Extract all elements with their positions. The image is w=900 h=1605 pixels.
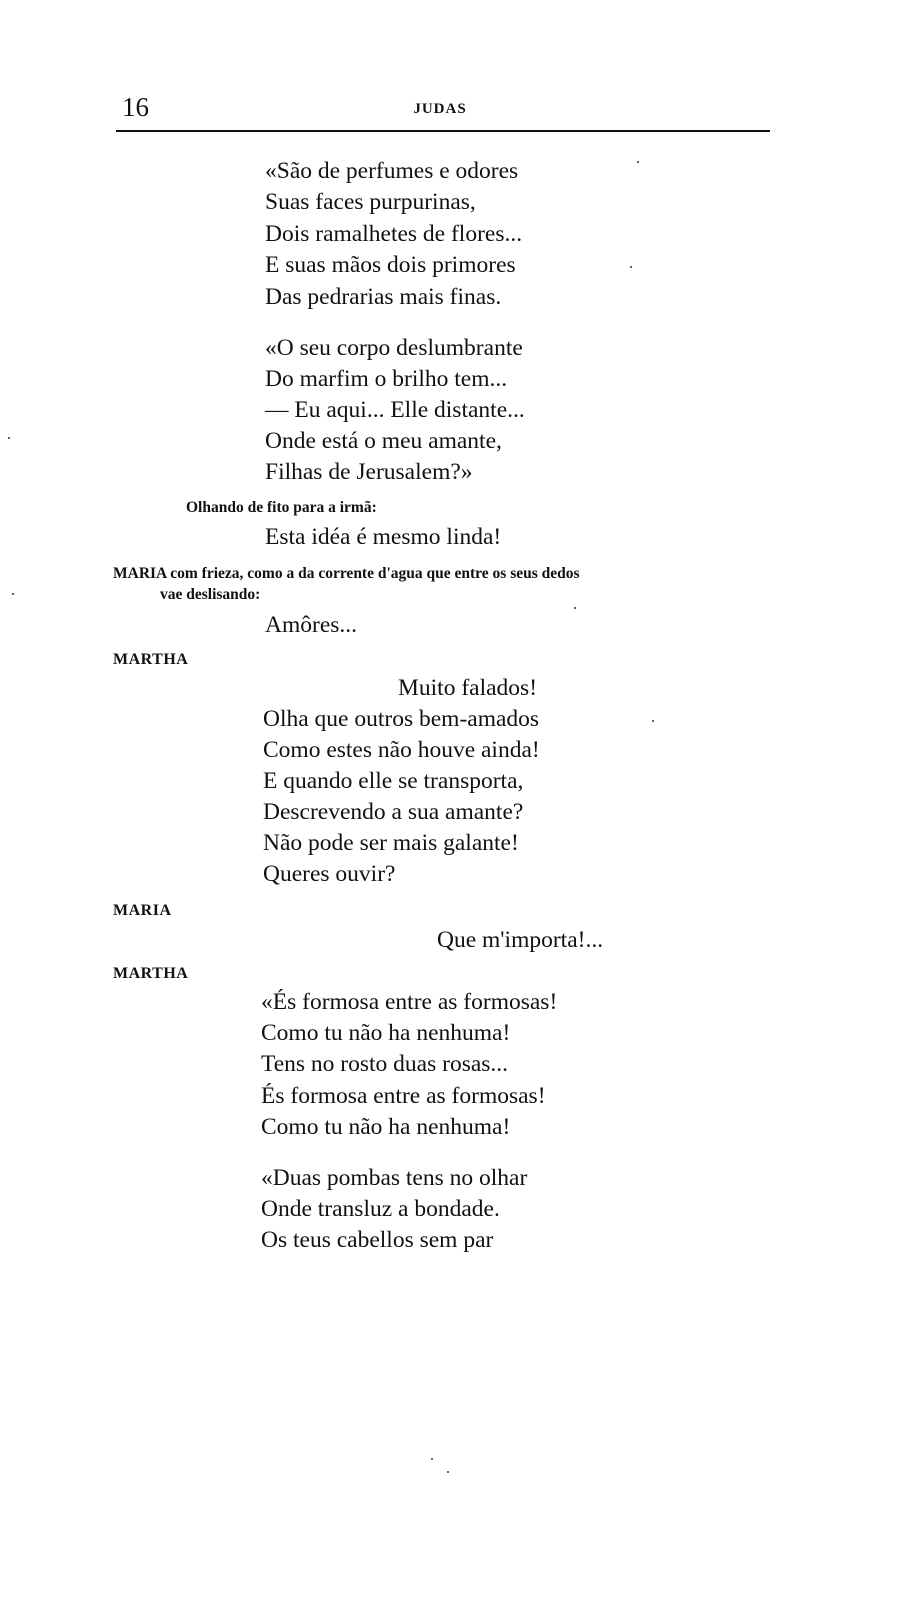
verse-line: «O seu corpo deslumbrante — [265, 335, 523, 361]
verse-line: Descrevendo a sua amante? — [263, 799, 524, 825]
stage-direction: Olhando de fito para a irmã: — [186, 499, 377, 516]
speaker-name: MARTHA — [113, 651, 189, 668]
verse-line: Tens no rosto duas rosas... — [261, 1051, 509, 1077]
verse-line: Como estes não houve ainda! — [263, 737, 540, 763]
verse-line: Do marfim o brilho tem... — [265, 366, 508, 392]
verse-line: Onde transluz a bondade. — [261, 1196, 500, 1222]
verse-line: Olha que outros bem-amados — [263, 706, 540, 732]
scan-speck — [652, 720, 654, 722]
scan-speck — [447, 1471, 449, 1473]
verse-line: «És formosa entre as formosas! — [261, 989, 558, 1015]
scan-speck — [637, 161, 639, 163]
speaker-name: MARIA — [113, 565, 167, 582]
running-head: JUDAS — [413, 101, 467, 117]
scan-speck — [12, 593, 14, 595]
verse-line: — Eu aqui... Elle distante... — [265, 397, 525, 423]
verse-line: Onde está o meu amante, — [265, 428, 502, 454]
stage-direction: com frieza, como a da corrente d'agua que entre os seus dedos — [170, 565, 580, 582]
verse-line: Dois ramalhetes de flores... — [265, 221, 523, 247]
scan-speck — [574, 607, 576, 609]
verse-line: «São de perfumes e odores — [265, 158, 519, 184]
page-number: 16 — [122, 92, 149, 122]
verse-line: Como tu não ha nenhuma! — [261, 1114, 511, 1140]
verse-line: E quando elle se transporta, — [263, 768, 524, 794]
verse-line: Suas faces purpurinas, — [265, 189, 476, 215]
speaker-name: MARTHA — [113, 965, 189, 982]
verse-line: «Duas pombas tens no olhar — [261, 1165, 528, 1191]
header-rule — [116, 130, 770, 132]
verse-line: Que m'importa!... — [437, 927, 604, 953]
verse-line: Esta idéa é mesmo linda! — [265, 524, 502, 550]
scan-speck — [630, 266, 632, 268]
verse-line: Muito falados! — [398, 675, 538, 701]
scan-speck — [431, 1458, 433, 1460]
speaker-direction — [113, 566, 580, 582]
verse-line: E suas mãos dois primores — [265, 252, 516, 278]
verse-line: Não pode ser mais galante! — [263, 830, 519, 856]
verse-line: Das pedrarias mais finas. — [265, 284, 502, 310]
verse-line: És formosa entre as formosas! — [261, 1083, 546, 1109]
scan-speck — [8, 437, 10, 439]
stage-direction: vae deslisando: — [160, 586, 261, 603]
verse-line: Os teus cabellos sem par — [261, 1227, 494, 1253]
verse-line: Como tu não ha nenhuma! — [261, 1020, 511, 1046]
verse-line: Amôres... — [265, 612, 358, 638]
speaker-name: MARIA — [113, 902, 172, 919]
verse-line: Queres ouvir? — [263, 861, 396, 887]
verse-line: Filhas de Jerusalem?» — [265, 459, 473, 485]
